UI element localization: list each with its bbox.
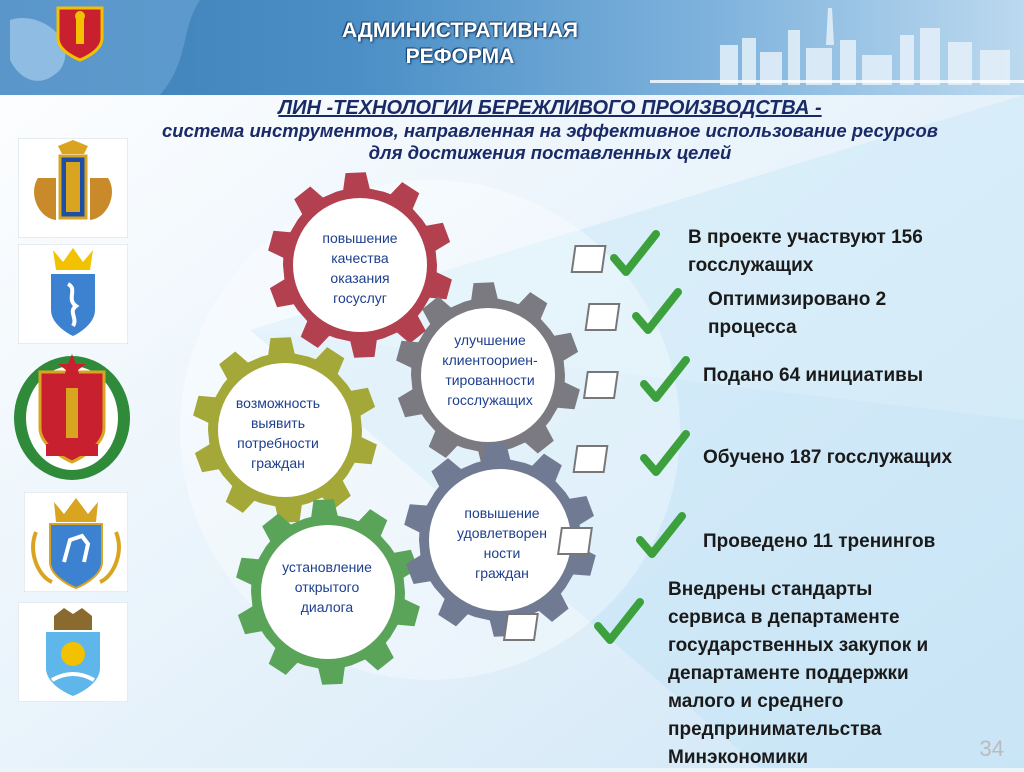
subtitle-line-1: ЛИН -ТЕХНОЛОГИИ БЕРЕЖЛИВОГО ПРОИЗВОДСТВА - <box>278 97 822 119</box>
subtitle-line-2: система инструментов, направленная на эффективное использование ресурсов <box>162 120 938 141</box>
check-icon <box>558 516 682 554</box>
page-number: 34 <box>979 736 1004 761</box>
check-icon <box>574 434 686 472</box>
stat-participants: В проекте участвуют 156 госслужащих <box>688 227 923 276</box>
gear-quality-label: повышение качества оказания госуслуг <box>322 230 398 306</box>
gear-client-label: улучшение клиентоориен- тированности госслужащих <box>442 332 538 408</box>
check-icon <box>586 292 678 330</box>
subtitle-line-3: для достижения поставленных целей <box>368 142 732 163</box>
stat-initiatives: Подано 64 инициативы <box>703 365 924 386</box>
check-icon <box>584 360 686 398</box>
title-line-2: РЕФОРМА <box>405 45 515 68</box>
stat-trained: Обучено 187 госслужащих <box>703 447 953 468</box>
gear-dialogue-label: установление открытого диалога <box>282 559 372 615</box>
check-icon <box>572 234 656 272</box>
title-line-1: АДМИНИСТРАТИВНАЯ <box>341 19 578 42</box>
stat-trainings: Проведено 11 тренингов <box>703 531 936 552</box>
gear-needs-label: возможность выявить потребности граждан <box>235 395 321 471</box>
gear-satisfaction-label: повышение удовлетворен ности граждан <box>457 505 547 581</box>
stat-standards: Внедрены стандарты сервиса в департаменте государственных закупок и департаменте поддержки малого и среднего предпринимательства Минэкономики <box>668 579 929 768</box>
check-icon <box>504 602 640 640</box>
stat-processes: Оптимизировано 2 процесса <box>708 289 887 338</box>
